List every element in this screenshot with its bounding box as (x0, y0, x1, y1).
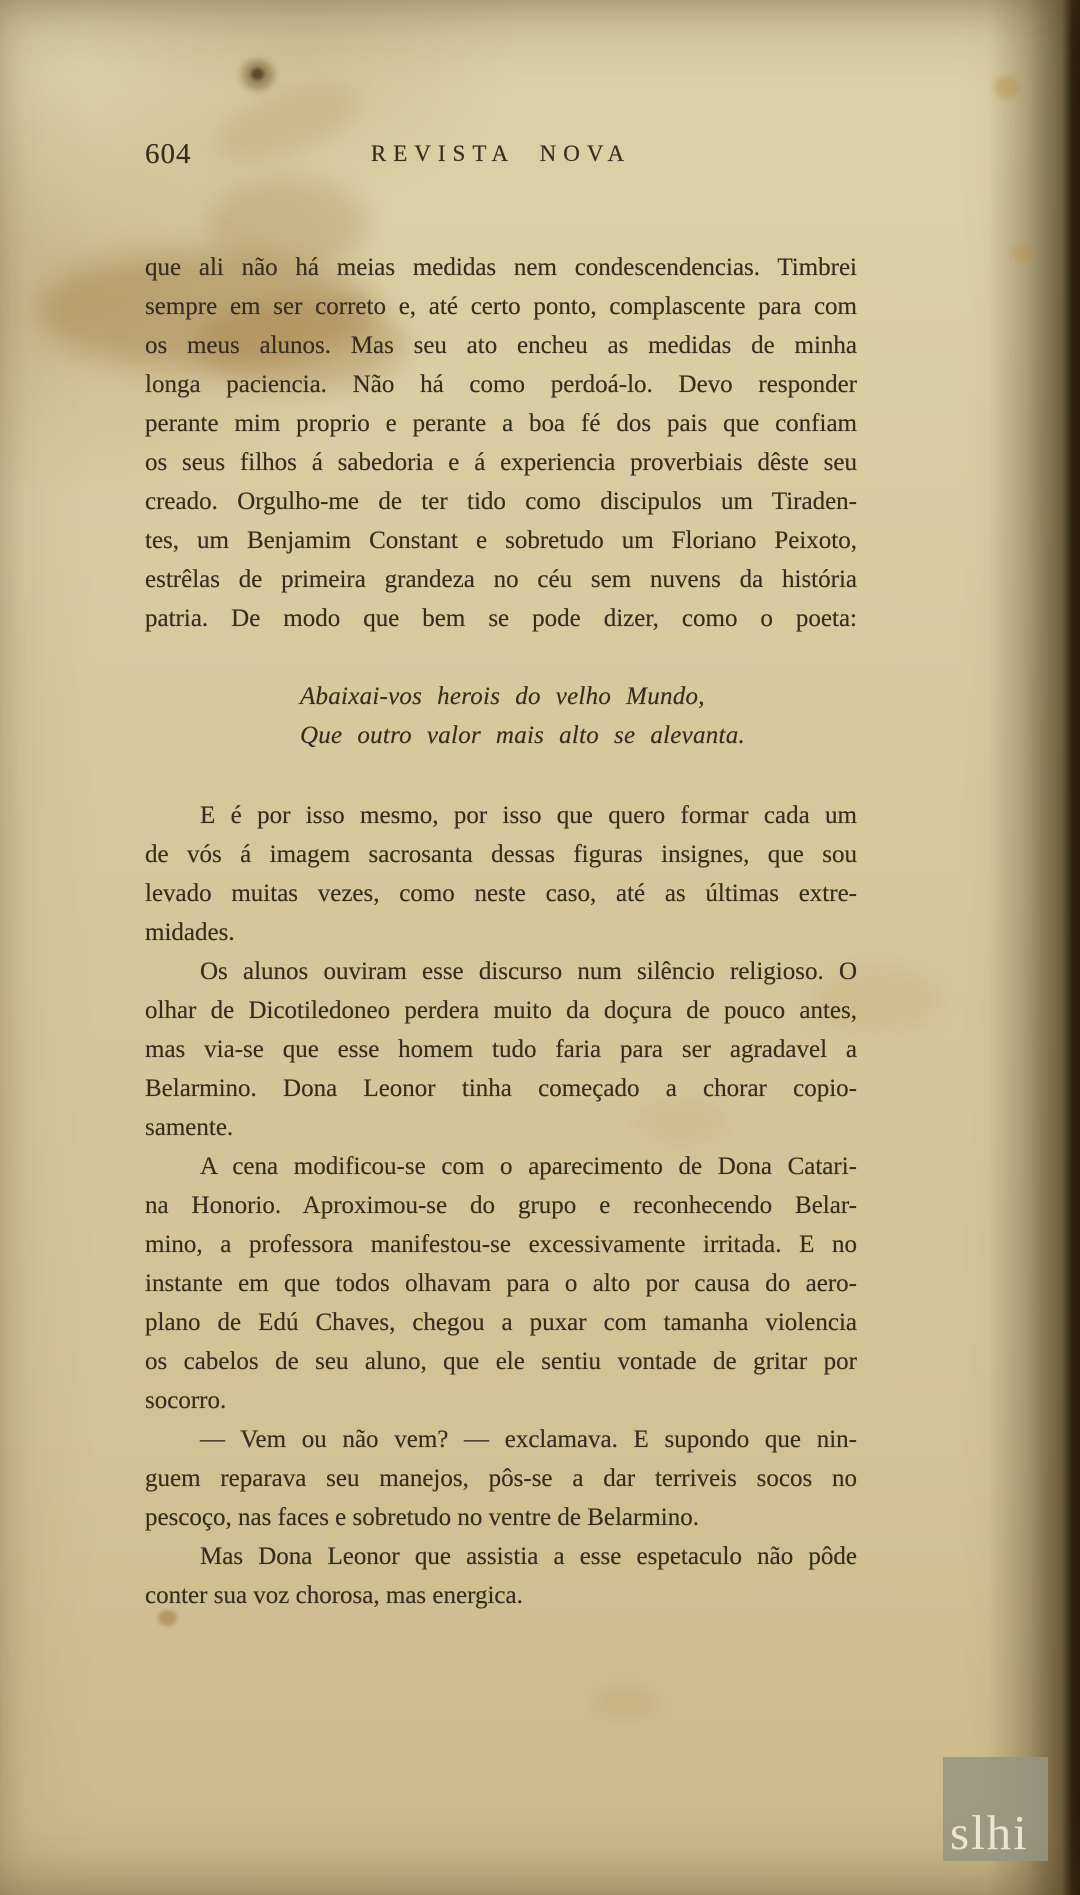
text-line: longa paciencia. Não há como perdoá-lo. Devo responder (145, 371, 857, 398)
text-line: mas via-se que esse homem tudo faria para ser agradavel a (145, 1036, 857, 1063)
page-header (145, 136, 857, 176)
page-number: 604 (145, 138, 192, 170)
journal-title: REVISTA NOVA (370, 141, 632, 166)
text-line: os seus filhos á sabedoria e á experiencia proverbiais dêste seu (145, 449, 857, 476)
text-line: guem reparava seu manejos, pôs-se a dar terriveis socos no (145, 1465, 857, 1492)
paragraph (145, 1147, 857, 1420)
text-line: conter sua voz chorosa, mas energica. (145, 1582, 523, 1609)
verse-stanza (300, 677, 857, 755)
text-line: samente. (145, 1114, 234, 1141)
paper-stain (251, 68, 264, 80)
text-line: — Vem ou não vem? — exclamava. E supondo que nin- (200, 1426, 857, 1453)
text-line: Que outro valor mais alto se alevanta. (300, 722, 745, 749)
paper-stain (592, 1686, 658, 1718)
text-line: na Honorio. Aproximou-se do grupo e reconhecendo Belar- (145, 1192, 857, 1219)
paper-stain (1012, 244, 1034, 262)
paragraph (145, 1420, 857, 1537)
text-line: que ali não há meias medidas nem condescendencias. Timbrei (145, 254, 857, 281)
paper-stain (994, 76, 1020, 98)
paragraph (145, 248, 857, 638)
text-line: estrêlas de primeira grandeza no céu sem nuvens da história (145, 566, 857, 593)
text-line: pescoço, nas faces e sobretudo no ventre de Belarmino. (145, 1504, 699, 1531)
text-line: A cena modificou-se com o aparecimento de Dona Catari- (200, 1153, 857, 1180)
paragraph (145, 1537, 857, 1615)
text-line: creado. Orgulho-me de ter tido como discipulos um Tiraden- (145, 488, 857, 515)
paragraph (145, 796, 857, 952)
text-line: socorro. (145, 1387, 227, 1414)
text-block (145, 248, 857, 1615)
text-line: Belarmino. Dona Leonor tinha começado a chorar copio- (145, 1075, 857, 1102)
text-line: tes, um Benjamim Constant e sobretudo um Floriano Peixoto, (145, 527, 857, 554)
paper-stain (242, 60, 274, 90)
text-line: mino, a professora manifestou-se excessivamente irritada. E no (145, 1231, 857, 1258)
watermark-text: slhi (950, 1805, 1029, 1860)
text-line: midades. (145, 919, 235, 946)
text-line: sempre em ser correto e, até certo ponto, complascente para com (145, 293, 857, 320)
text-line: Abaixai-vos herois do velho Mundo, (300, 683, 705, 710)
text-line: Mas Dona Leonor que assistia a esse espetaculo não pôde (200, 1543, 857, 1570)
text-line: plano de Edú Chaves, chegou a puxar com tamanha violencia (145, 1309, 857, 1336)
text-line: instante em que todos olhavam para o alto por causa do aero- (145, 1270, 857, 1297)
watermark-logo (943, 1757, 1048, 1861)
text-line: os cabelos de seu aluno, que ele sentiu vontade de gritar por (145, 1348, 857, 1375)
text-line: de vós á imagem sacrosanta dessas figuras insignes, que sou (145, 841, 857, 868)
text-line: os meus alunos. Mas seu ato encheu as medidas de minha (145, 332, 857, 359)
paragraph (145, 952, 857, 1147)
text-line: E é por isso mesmo, por isso que quero formar cada um (200, 802, 857, 829)
text-line: Os alunos ouviram esse discurso num silêncio religioso. O (200, 958, 857, 985)
text-line: perante mim proprio e perante a boa fé dos pais que confiam (145, 410, 857, 437)
text-line: olhar de Dicotiledoneo perdera muito da doçura de pouco antes, (145, 997, 857, 1024)
text-line: patria. De modo que bem se pode dizer, como o poeta: (145, 605, 857, 632)
text-line: levado muitas vezes, como neste caso, até as últimas extre- (145, 880, 857, 907)
